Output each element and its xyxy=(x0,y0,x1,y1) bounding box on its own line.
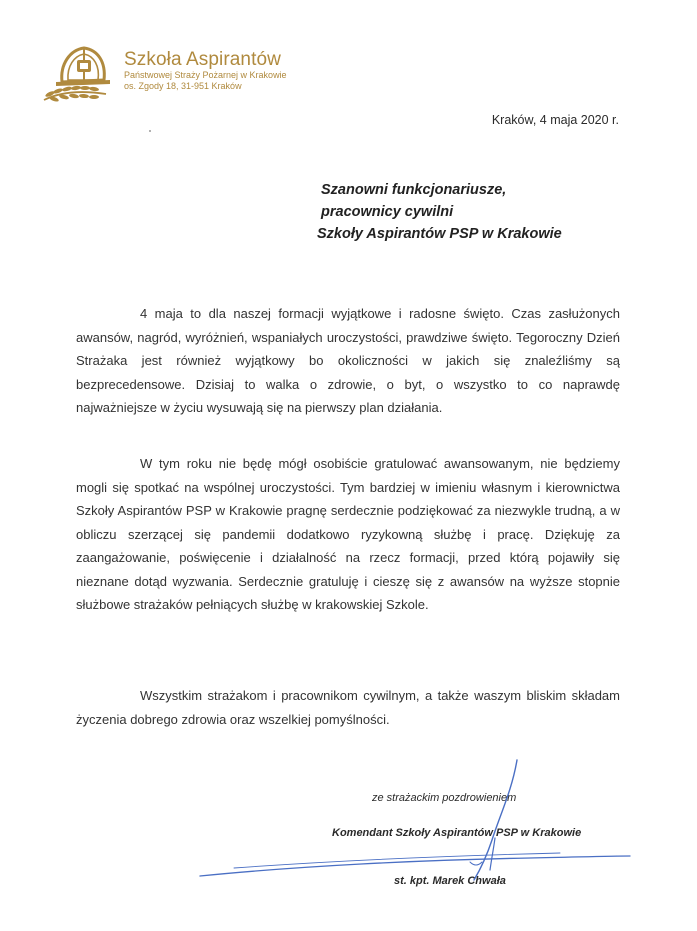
letter-date: Kraków, 4 maja 2020 r. xyxy=(491,113,619,127)
school-logo-helmet-icon xyxy=(40,38,122,104)
signature-closing: ze strażackim pozdrowieniem xyxy=(372,792,517,804)
letter-paragraph: W tym roku nie będę mógł osobiście gratulować awansowanym, nie będziemy mogli się spotkać na wspólnej uroczystości. Tym bardziej w imieniu własnym i kierownictwa Szkoły Aspirantów PSP w Krakowie pragnę serdecznie podziękować za niezwykle trudną, a w obliczu szerzącej się pandemii dodatkowo ryzykowną służbę i pracę. Dziękuję za zaangażowanie, poświęcenie i działalność na rzecz formacji, przed którą pojawiły się nieznane dotąd wyzwania. Serdecznie gratuluję i cieszę się z awansów na wyższe stopnie służbowe strażaków pełniących służbę w krakowskiej Szkole. xyxy=(76,456,620,612)
organization-subtitle: Państwowej Straży Pożarnej w Krakowie xyxy=(124,70,287,80)
letter-paragraph: Wszystkim strażakom i pracownikom cywilnym, a także waszym bliskim składam życzenia dobrego zdrowia oraz wszelkiej pomyślności. xyxy=(76,688,620,727)
scan-speck xyxy=(149,130,151,132)
letterhead xyxy=(124,50,287,92)
organization-name: Szkoła Aspirantów xyxy=(124,49,281,70)
addressee-block xyxy=(317,179,617,245)
addressee-line: pracownicy cywilni xyxy=(321,204,454,220)
addressee-line: Szanowni funkcjonariusze, xyxy=(321,182,507,198)
organization-address: os. Zgody 18, 31-951 Kraków xyxy=(124,81,242,91)
signature-title: Komendant Szkoły Aspirantów PSP w Krakowie xyxy=(332,827,582,839)
letter-paragraph: 4 maja to dla naszej formacji wyjątkowe i radosne święto. Czas zasłużonych awansów, nagród, wyróżnień, wspaniałych uroczystości, prawdziwe święto. Tegoroczny Dzień Strażaka jest również wyjątkowy bo okoliczności w jakich się znaleźliśmy są bezprecedensowe. Dzisiaj to walka o zdrowie, o byt, o wszystko to co naprawdę najważniejsze w życiu wysuwają się na pierwszy plan działania. xyxy=(76,306,620,415)
addressee-line: Szkoły Aspirantów PSP w Krakowie xyxy=(317,226,562,242)
signature-name: st. kpt. Marek Chwała xyxy=(394,875,506,887)
